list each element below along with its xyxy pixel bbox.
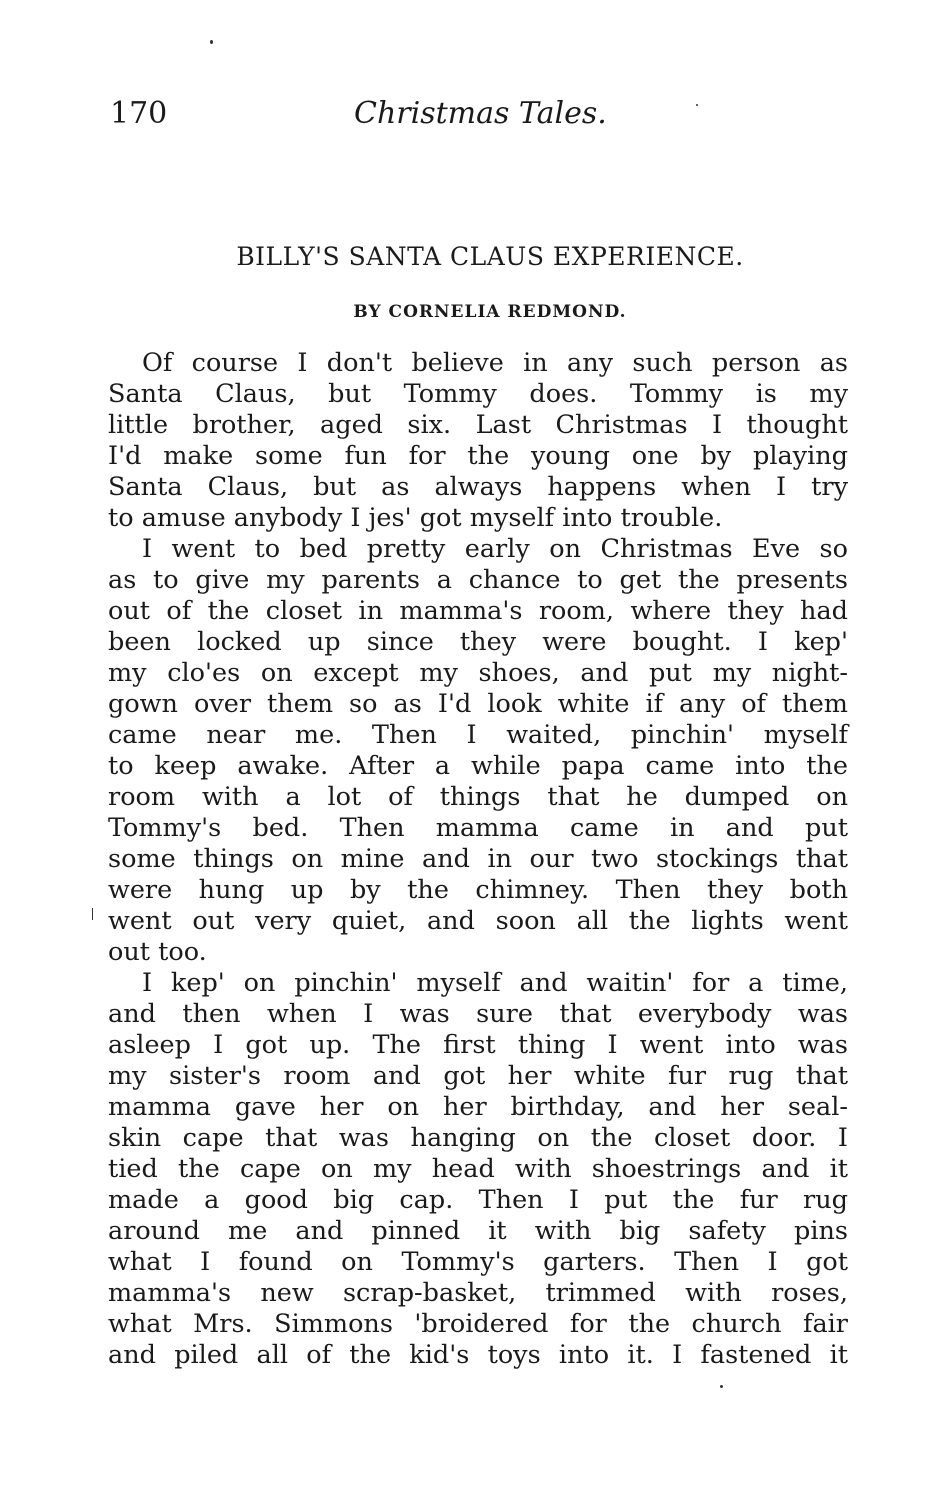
text-line: mamma gave her on her birthday, and her seal-	[108, 1092, 848, 1122]
text-line: gown over them so as I'd look white if any of them	[108, 689, 848, 719]
text-line: made a good big cap. Then I put the fur rug	[108, 1185, 848, 1215]
text-line: Santa Claus, but as always happens when I try	[108, 472, 848, 502]
text-line: I went to bed pretty early on Christmas Eve so	[142, 534, 848, 564]
text-line: to keep awake. After a while papa came into the	[108, 751, 848, 781]
body-text	[108, 348, 848, 1371]
text-line: asleep I got up. The first thing I went into was	[108, 1030, 848, 1060]
text-line: as to give my parents a chance to get the presents	[108, 565, 848, 595]
scan-speck	[696, 104, 698, 106]
text-line: what Mrs. Simmons 'broidered for the church fair	[108, 1309, 848, 1339]
text-line: around me and pinned it with big safety pins	[108, 1216, 848, 1246]
text-line: Tommy's bed. Then mamma came in and put	[108, 813, 848, 843]
text-line: Santa Claus, but Tommy does. Tommy is my	[108, 379, 848, 409]
text-line: mamma's new scrap-basket, trimmed with roses,	[108, 1278, 848, 1308]
text-line: to amuse anybody I jes' got myself into trouble.	[108, 503, 723, 533]
text-line: I'd make some fun for the young one by playing	[108, 441, 848, 471]
byline: BY CORNELIA REDMOND.	[353, 302, 627, 322]
text-line: and piled all of the kid's toys into it. I fastened it	[108, 1340, 848, 1370]
text-line: room with a lot of things that he dumped on	[108, 782, 848, 812]
text-line: been locked up since they were bought. I kep'	[108, 627, 848, 657]
story-title: BILLY'S SANTA CLAUS EXPERIENCE.	[236, 242, 744, 271]
running-head: Christmas Tales.	[354, 96, 607, 131]
text-line: and then when I was sure that everybody was	[108, 999, 848, 1029]
scan-speck	[92, 908, 93, 920]
text-line: went out very quiet, and soon all the lights went	[108, 906, 848, 936]
text-line: my clo'es on except my shoes, and put my night-	[108, 658, 848, 688]
text-line: I kep' on pinchin' myself and waitin' for a time,	[142, 968, 848, 998]
text-line: what I found on Tommy's garters. Then I got	[108, 1247, 848, 1277]
text-line: tied the cape on my head with shoestrings and it	[108, 1154, 848, 1184]
text-line: came near me. Then I waited, pinchin' myself	[108, 720, 848, 750]
text-line: skin cape that was hanging on the closet door. I	[108, 1123, 848, 1153]
text-line: were hung up by the chimney. Then they both	[108, 875, 848, 905]
scan-speck	[210, 40, 213, 44]
text-line: little brother, aged six. Last Christmas I thought	[108, 410, 848, 440]
text-line: Of course I don't believe in any such person as	[142, 348, 848, 378]
text-line: out of the closet in mamma's room, where they had	[108, 596, 848, 626]
page-number: 170	[110, 96, 168, 131]
scan-speck	[720, 1385, 723, 1388]
text-line: out too.	[108, 937, 207, 967]
text-line: some things on mine and in our two stockings that	[108, 844, 848, 874]
text-line: my sister's room and got her white fur rug that	[108, 1061, 848, 1091]
